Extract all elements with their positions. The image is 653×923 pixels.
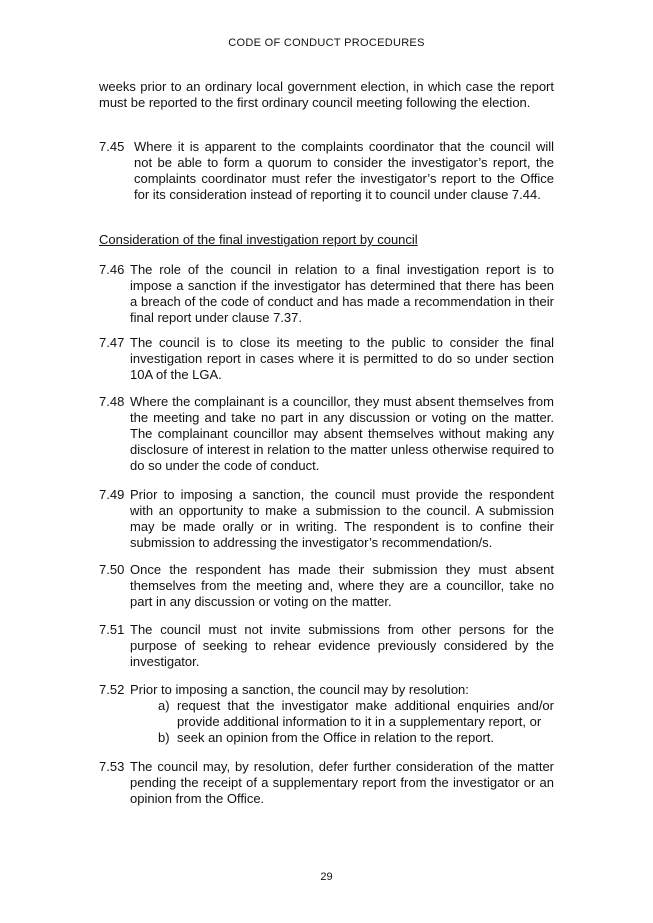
clause-number: 7.45 — [99, 139, 125, 154]
clause-text: The role of the council in relation to a final investigation report is to impose a sanction if the investigator has determined that there has been a breach of the code of conduct and has made a recommendation in their final report under clause 7.37. — [130, 262, 554, 325]
clause-7-47 — [99, 335, 554, 383]
clause-7-52 — [99, 682, 554, 746]
clause-number: 7.49 — [99, 487, 125, 502]
sub-item-list — [130, 698, 554, 746]
clause-number: 7.46 — [99, 262, 125, 277]
clause-number: 7.53 — [99, 759, 125, 774]
clause-text: Where it is apparent to the complaints coordinator that the council will not be able to form a quorum to consider the investigator’s report, the complaints coordinator must refer the investigator’s report to the Office for its consideration instead of reporting it to council under clause 7.44. — [134, 139, 554, 202]
clause-text — [130, 682, 554, 746]
clause-number: 7.48 — [99, 394, 125, 409]
clause-number: 7.51 — [99, 622, 125, 637]
sub-item-text: request that the investigator make additional enquiries and/or provide additional information to it in a supplementary report, or — [177, 698, 554, 729]
sub-item — [130, 730, 554, 746]
clause-7-46 — [99, 262, 554, 326]
sub-item — [130, 698, 554, 730]
clause-text: The council may, by resolution, defer further consideration of the matter pending the receipt of a supplementary report from the investigator or an opinion from the Office. — [130, 759, 554, 806]
sub-item-label: b) — [158, 730, 170, 745]
clause-7-53 — [99, 759, 554, 807]
clause-text: Where the complainant is a councillor, they must absent themselves from the meeting and take no part in any discussion or voting on the matter. The complainant councillor may absent themselves without making any disclosure of interest in relation to the matter unless otherwise required to do so under the code of conduct. — [130, 394, 554, 473]
clause-number: 7.52 — [99, 682, 125, 697]
section-heading: Consideration of the final investigation report by council — [99, 232, 418, 247]
clause-number: 7.47 — [99, 335, 125, 350]
clause-text: Prior to imposing a sanction, the council must provide the respondent with an opportunity to make a submission to the council. A submission may be made orally or in writing. The respondent is to confine their submission to addressing the investigator’s recommendation/s. — [130, 487, 554, 550]
clause-7-50 — [99, 562, 554, 610]
page-header: CODE OF CONDUCT PROCEDURES — [228, 37, 425, 49]
clause-7-48 — [99, 394, 554, 474]
clause-text: Once the respondent has made their submission they must absent themselves from the meeting and, where they are a councillor, take no part in any discussion or voting on the matter. — [130, 562, 554, 609]
clause-number: 7.50 — [99, 562, 125, 577]
sub-item-text: seek an opinion from the Office in relation to the report. — [177, 730, 494, 745]
clause-7-49 — [99, 487, 554, 551]
clause-7-45 — [99, 139, 554, 203]
clause-7-51 — [99, 622, 554, 670]
page-number: 29 — [320, 871, 333, 883]
sub-item-label: a) — [158, 698, 170, 713]
intro-continuation: weeks prior to an ordinary local government election, in which case the report must be reported to the first ordinary council meeting following the election. — [99, 79, 554, 110]
clause-text: The council must not invite submissions from other persons for the purpose of seeking to rehear evidence previously considered by the investigator. — [130, 622, 554, 669]
clause-text: The council is to close its meeting to the public to consider the final investigation report in cases where it is permitted to do so under section 10A of the LGA. — [130, 335, 554, 382]
clause-intro: Prior to imposing a sanction, the council may by resolution: — [130, 682, 469, 697]
